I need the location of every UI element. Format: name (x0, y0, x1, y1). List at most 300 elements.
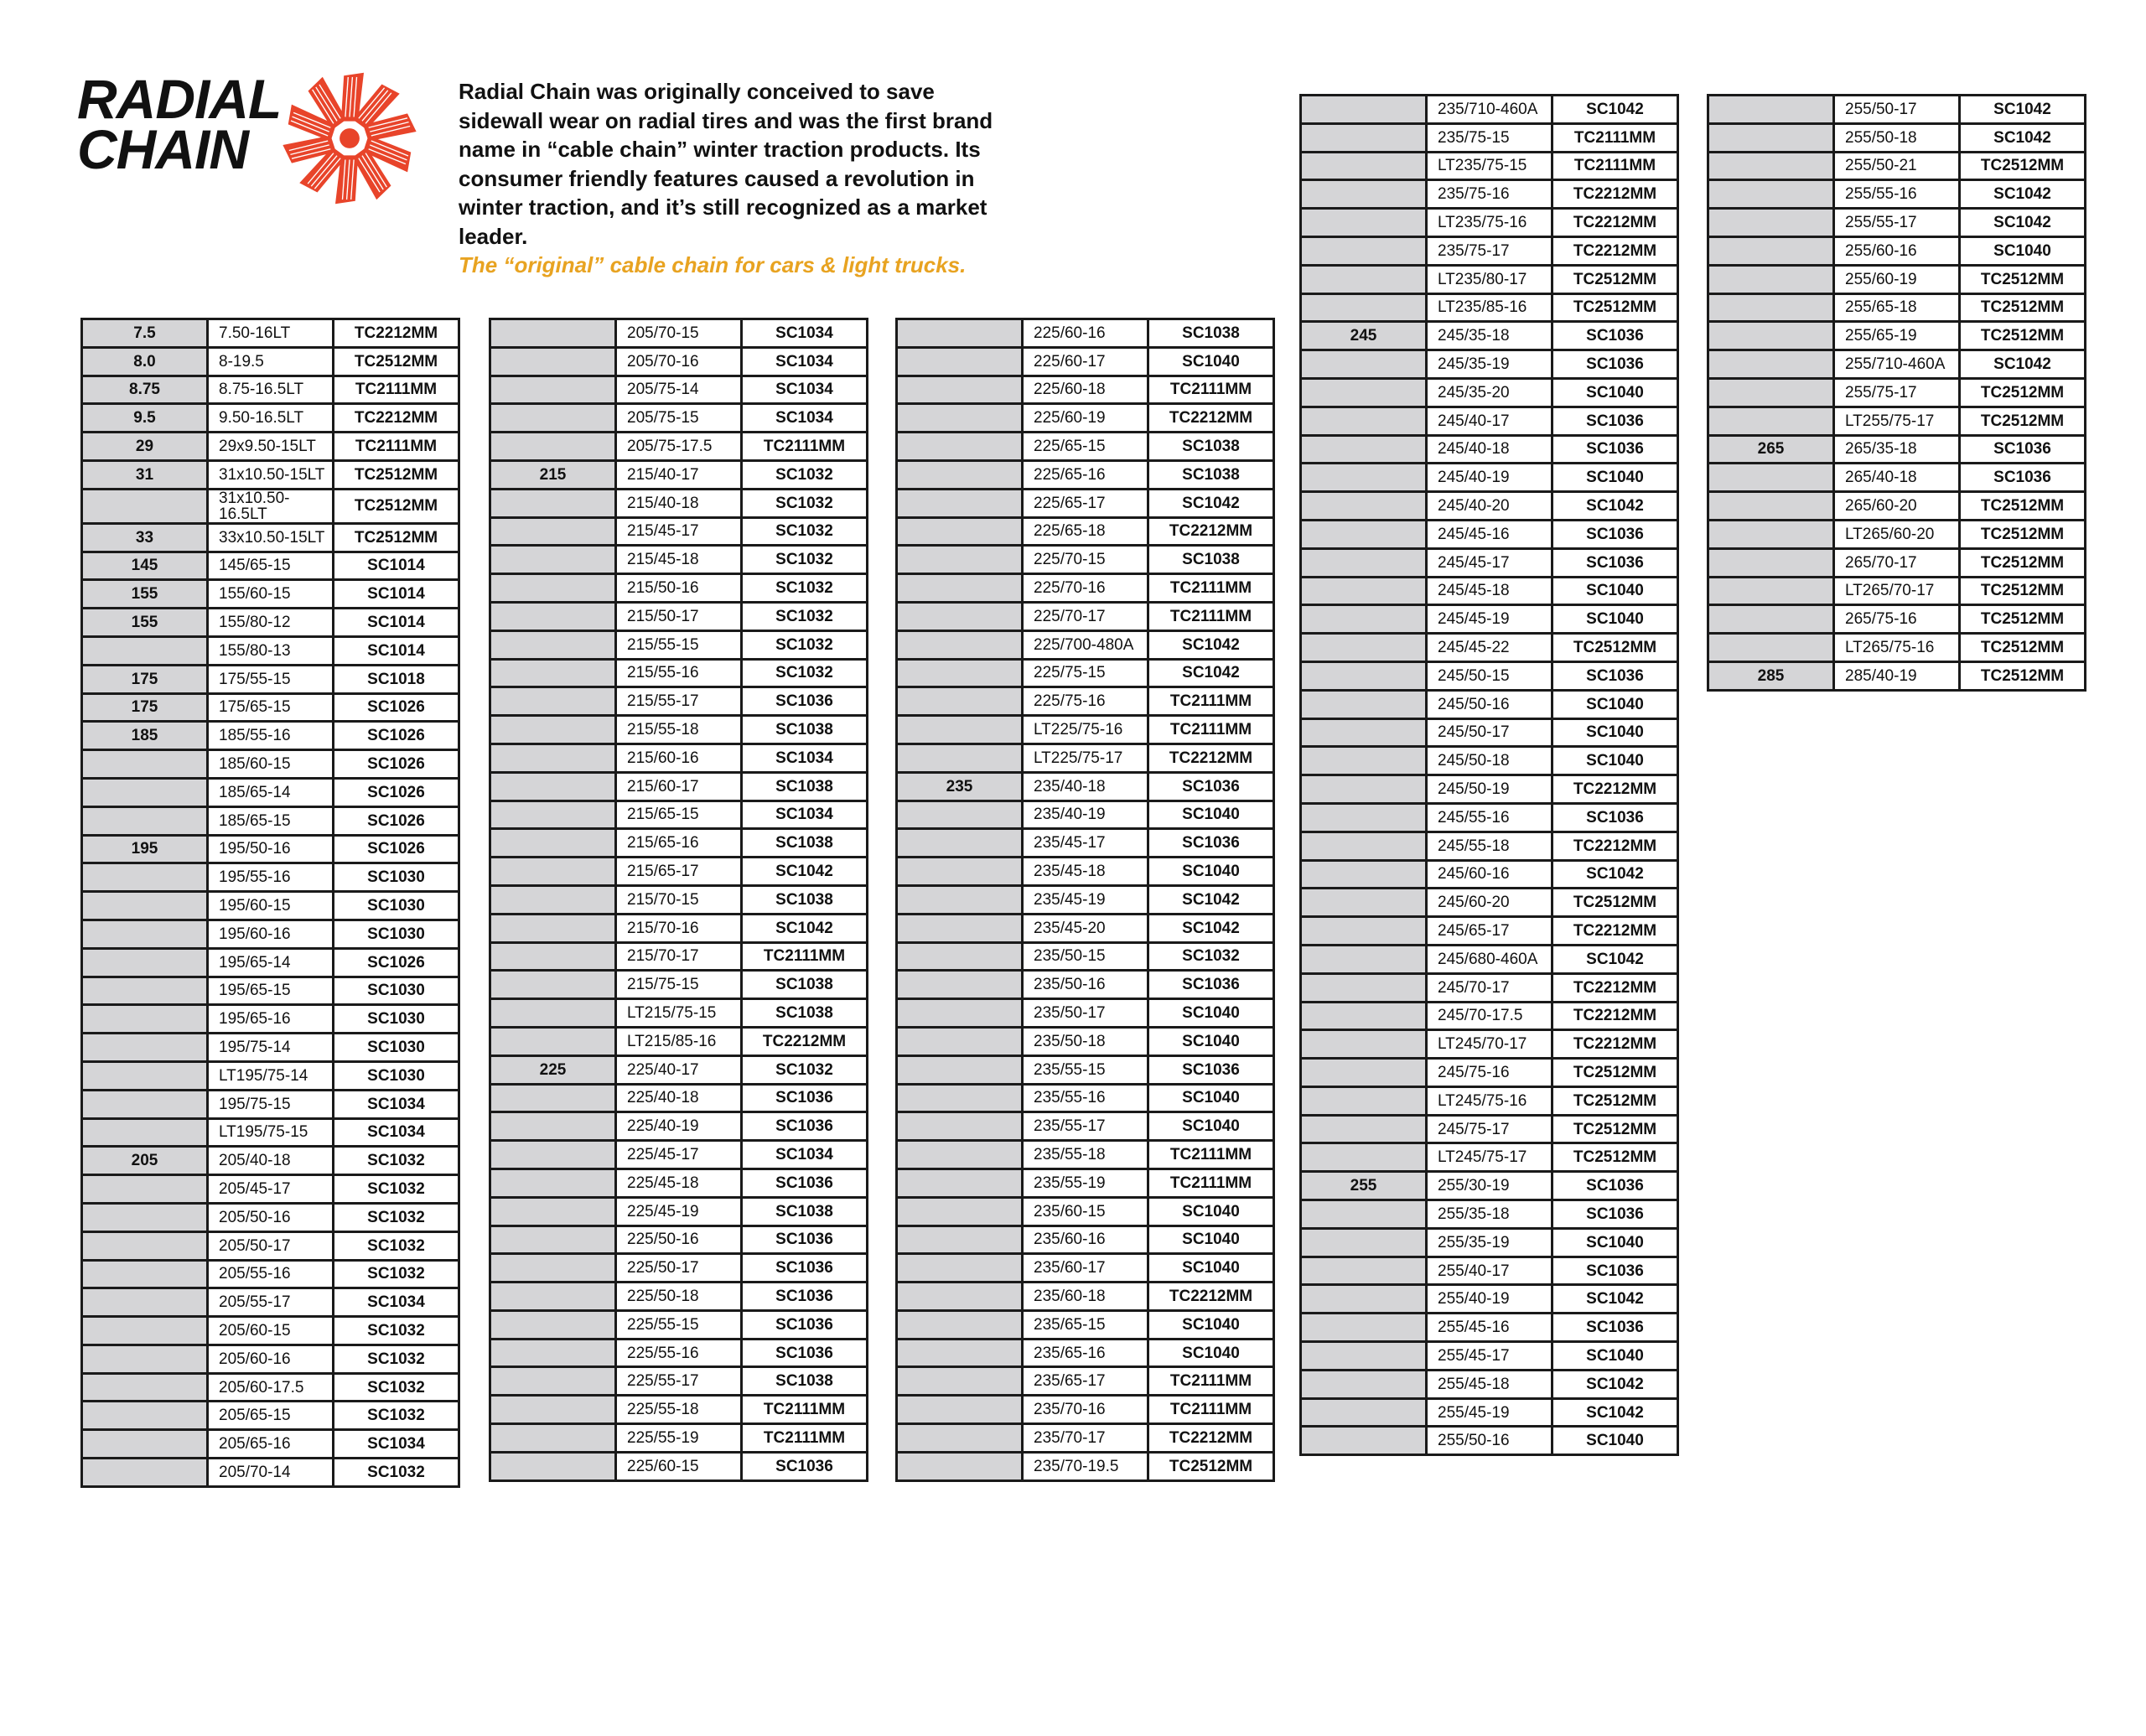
width-group-cell (82, 863, 208, 892)
width-group-cell (82, 636, 208, 665)
table-row (1301, 464, 1678, 492)
table-row (490, 942, 868, 971)
tire-size-cell: LT265/70-17 (1834, 577, 1960, 605)
chain-part-cell: TC2111MM (742, 433, 868, 461)
width-group-cell (490, 630, 616, 659)
width-group-cell (490, 1141, 616, 1169)
chain-part-cell: SC1018 (334, 665, 459, 693)
width-group-cell (1301, 520, 1427, 548)
chain-part-cell: SC1040 (1552, 718, 1678, 747)
width-group-cell (1301, 860, 1427, 889)
tire-size-cell: 255/45-19 (1427, 1398, 1552, 1427)
table-row (897, 347, 1274, 376)
tire-size-cell: 285/40-19 (1834, 661, 1960, 690)
width-group-cell: 31 (82, 460, 208, 489)
width-group-cell (490, 546, 616, 574)
table-row (1708, 435, 2086, 464)
width-group-cell (1708, 180, 1834, 209)
chain-part-cell: TC2512MM (1960, 634, 2086, 662)
width-group-cell (1301, 973, 1427, 1002)
chain-part-cell: SC1036 (1552, 1314, 1678, 1342)
width-group-cell: 9.5 (82, 404, 208, 433)
tire-size-cell: 235/60-15 (1023, 1197, 1148, 1226)
table-row (1708, 661, 2086, 690)
width-group-cell (1301, 1228, 1427, 1257)
width-group-cell (1301, 180, 1427, 209)
width-group-cell (1301, 747, 1427, 775)
width-group-cell (1301, 1030, 1427, 1059)
tire-size-cell: 225/40-19 (616, 1112, 742, 1141)
width-group-cell: 225 (490, 1055, 616, 1084)
table-row (82, 319, 459, 348)
tire-size-cell: 255/50-18 (1834, 123, 1960, 152)
width-group-cell (897, 744, 1023, 772)
table-row (82, 523, 459, 552)
tire-size-cell: LT255/75-17 (1834, 407, 1960, 435)
chain-part-cell: SC1032 (334, 1345, 459, 1373)
chain-part-cell: TC2512MM (1552, 1143, 1678, 1172)
chain-part-cell: SC1032 (334, 1231, 459, 1260)
chain-part-cell: SC1038 (742, 1367, 868, 1396)
table-row (490, 1112, 868, 1141)
chain-part-cell: SC1040 (1148, 1084, 1274, 1112)
chain-part-cell: SC1038 (1148, 433, 1274, 461)
chain-part-cell: TC2512MM (1960, 378, 2086, 407)
tire-size-cell: 225/60-18 (1023, 376, 1148, 404)
table-row (1301, 96, 1678, 124)
table-row (897, 1424, 1274, 1453)
width-group-cell (897, 971, 1023, 999)
width-group-cell (897, 659, 1023, 687)
tire-size-cell: 215/60-17 (616, 772, 742, 801)
width-group-cell (897, 1283, 1023, 1311)
width-group-cell (490, 801, 616, 829)
tire-size-cell: 225/75-15 (1023, 659, 1148, 687)
chain-part-cell: SC1036 (1552, 548, 1678, 577)
width-group-cell (1708, 123, 1834, 152)
chain-part-cell: TC2512MM (1960, 265, 2086, 293)
chain-part-cell: SC1030 (334, 977, 459, 1005)
tire-size-cell: 215/65-15 (616, 801, 742, 829)
chain-part-cell: SC1026 (334, 778, 459, 806)
table-row (490, 659, 868, 687)
table-row (1708, 236, 2086, 265)
width-group-cell (82, 1260, 208, 1288)
width-group-cell (490, 404, 616, 433)
table-row (1708, 152, 2086, 180)
width-group-cell (1301, 96, 1427, 124)
tire-size-cell: 245/65-17 (1427, 917, 1552, 946)
width-group-cell (897, 460, 1023, 489)
table-row (897, 1112, 1274, 1141)
table-row (490, 319, 868, 348)
tire-size-cell: LT215/85-16 (616, 1027, 742, 1055)
width-group-cell: 175 (82, 693, 208, 722)
tire-size-cell: 245/40-17 (1427, 407, 1552, 435)
chain-part-cell: TC2512MM (1960, 577, 2086, 605)
width-group-cell: 155 (82, 609, 208, 637)
tire-size-cell: LT195/75-15 (208, 1118, 334, 1147)
chain-part-cell: TC2512MM (1960, 661, 2086, 690)
chain-part-cell: SC1040 (1148, 1112, 1274, 1141)
width-group-cell (897, 716, 1023, 744)
chain-part-cell: SC1014 (334, 636, 459, 665)
width-group-cell (1301, 1342, 1427, 1371)
tire-size-cell: 255/75-17 (1834, 378, 1960, 407)
tire-size-cell: 255/55-17 (1834, 209, 1960, 237)
tire-size-cell: 255/45-18 (1427, 1370, 1552, 1398)
chain-part-cell: SC1032 (742, 546, 868, 574)
table-row (490, 376, 868, 404)
width-group-cell: 8.75 (82, 376, 208, 404)
table-row (897, 1396, 1274, 1424)
tire-size-cell: 225/55-19 (616, 1424, 742, 1453)
table-row (490, 460, 868, 489)
chain-part-cell: SC1034 (334, 1288, 459, 1317)
chain-part-cell: SC1040 (1552, 464, 1678, 492)
chain-part-cell: SC1032 (334, 1402, 459, 1430)
table-row (1708, 265, 2086, 293)
chain-part-cell: SC1026 (334, 806, 459, 835)
tire-size-cell: 245/680-460A (1427, 945, 1552, 973)
table-row (490, 1283, 868, 1311)
tire-size-cell: 235/75-17 (1427, 236, 1552, 265)
chain-part-cell: SC1034 (334, 1430, 459, 1459)
table-row (490, 829, 868, 858)
table-row (897, 376, 1274, 404)
width-group-cell (1301, 492, 1427, 521)
width-group-cell (1301, 350, 1427, 379)
chain-part-cell: TC2212MM (334, 319, 459, 348)
tire-size-cell: 245/60-16 (1427, 860, 1552, 889)
table-row (1301, 690, 1678, 718)
table-row (82, 609, 459, 637)
chain-part-cell: SC1040 (1552, 1342, 1678, 1371)
table-row (490, 1197, 868, 1226)
table-row (82, 977, 459, 1005)
chain-part-cell: SC1036 (742, 1452, 868, 1480)
width-group-cell: 255 (1301, 1172, 1427, 1200)
chain-part-cell: SC1036 (1148, 971, 1274, 999)
table-row (897, 772, 1274, 801)
table-row (82, 1147, 459, 1175)
tire-size-cell: 215/60-16 (616, 744, 742, 772)
tire-size-cell: 195/60-15 (208, 892, 334, 920)
table-row (897, 630, 1274, 659)
table-row (490, 999, 868, 1028)
table-row (82, 722, 459, 750)
tire-size-cell: LT195/75-14 (208, 1061, 334, 1090)
chain-part-cell: SC1036 (1552, 322, 1678, 350)
width-group-cell (490, 376, 616, 404)
width-group-cell (82, 750, 208, 779)
tire-size-cell: 255/35-18 (1427, 1200, 1552, 1229)
chain-part-cell: TC2111MM (1148, 376, 1274, 404)
table-row (490, 1310, 868, 1339)
table-row (490, 1055, 868, 1084)
size-table-4 (1299, 94, 1679, 1456)
tire-size-cell: 265/35-18 (1834, 435, 1960, 464)
table-row (1301, 1172, 1678, 1200)
width-group-cell (82, 977, 208, 1005)
width-group-cell (1708, 407, 1834, 435)
width-group-cell (490, 744, 616, 772)
chain-part-cell: SC1042 (1552, 945, 1678, 973)
width-group-cell (82, 1459, 208, 1487)
width-group-cell (82, 892, 208, 920)
tire-size-cell: 195/75-15 (208, 1090, 334, 1118)
width-group-cell: 145 (82, 552, 208, 580)
width-group-cell (82, 1090, 208, 1118)
table-row (1301, 350, 1678, 379)
table-row (1301, 1002, 1678, 1030)
width-group-cell (1301, 661, 1427, 690)
tire-size-cell: 195/65-15 (208, 977, 334, 1005)
tire-size-cell: 215/65-17 (616, 858, 742, 886)
chain-part-cell: SC1032 (334, 1203, 459, 1231)
table-row (1301, 577, 1678, 605)
tire-size-cell: 215/50-16 (616, 574, 742, 603)
width-group-cell (490, 716, 616, 744)
tire-size-cell: 205/65-15 (208, 1402, 334, 1430)
table-row (897, 602, 1274, 630)
table-row (82, 460, 459, 489)
table-row (1301, 1059, 1678, 1087)
width-group-cell (490, 574, 616, 603)
chain-part-cell: TC2512MM (1552, 1059, 1678, 1087)
width-group-cell (82, 806, 208, 835)
table-row (82, 376, 459, 404)
width-group-cell (897, 1027, 1023, 1055)
width-group-cell (82, 1118, 208, 1147)
tire-size-cell: 245/50-18 (1427, 747, 1552, 775)
tire-size-cell: 205/40-18 (208, 1147, 334, 1175)
tire-size-cell: 215/55-15 (616, 630, 742, 659)
size-table-1 (80, 318, 460, 1488)
width-group-cell: 175 (82, 665, 208, 693)
table-row (1301, 803, 1678, 832)
tire-size-cell: 255/710-460A (1834, 350, 1960, 379)
chain-part-cell: SC1038 (742, 716, 868, 744)
chain-part-cell: SC1032 (334, 1459, 459, 1487)
chain-part-cell: SC1042 (742, 914, 868, 942)
table-row (1708, 322, 2086, 350)
chain-part-cell: SC1034 (742, 404, 868, 433)
chain-part-cell: SC1042 (1552, 1285, 1678, 1314)
table-row (490, 744, 868, 772)
width-group-cell (1301, 293, 1427, 322)
table-row (1301, 747, 1678, 775)
width-group-cell (490, 347, 616, 376)
width-group-cell (897, 1310, 1023, 1339)
table-row (897, 744, 1274, 772)
table-row (897, 716, 1274, 744)
width-group-cell (1301, 775, 1427, 804)
tire-size-cell: 235/50-17 (1023, 999, 1148, 1028)
tire-size-cell: 255/30-19 (1427, 1172, 1552, 1200)
chain-part-cell: SC1014 (334, 609, 459, 637)
width-group-cell (897, 1424, 1023, 1453)
table-row (897, 574, 1274, 603)
chain-part-cell: TC2512MM (334, 489, 459, 523)
chain-part-cell: SC1042 (1148, 659, 1274, 687)
width-group-cell (1708, 492, 1834, 521)
chain-part-cell: TC2212MM (1552, 180, 1678, 209)
width-group-cell (897, 829, 1023, 858)
chain-part-cell: SC1036 (1552, 1172, 1678, 1200)
tire-size-cell: 225/70-17 (1023, 602, 1148, 630)
table-row (490, 687, 868, 716)
tire-size-cell: 255/50-16 (1427, 1427, 1552, 1455)
tire-size-cell: 215/65-16 (616, 829, 742, 858)
chain-part-cell: SC1042 (1552, 96, 1678, 124)
tire-size-cell: 235/65-15 (1023, 1310, 1148, 1339)
chain-part-cell: TC2111MM (1148, 1367, 1274, 1396)
logo-line-1: RADIAL (77, 68, 282, 130)
tire-size-cell: 205/55-16 (208, 1260, 334, 1288)
table-row (897, 914, 1274, 942)
table-row (897, 885, 1274, 914)
tire-size-cell: 255/45-17 (1427, 1342, 1552, 1371)
tire-size-cell: 225/70-15 (1023, 546, 1148, 574)
logo-wordmark (77, 68, 282, 180)
tire-size-cell: 7.50-16LT (208, 319, 334, 348)
width-group-cell (490, 1226, 616, 1254)
chain-part-cell: SC1036 (1552, 1257, 1678, 1285)
chain-part-cell: SC1042 (1960, 123, 2086, 152)
width-group-cell (1301, 690, 1427, 718)
tire-size-cell: LT235/80-17 (1427, 265, 1552, 293)
chain-part-cell: TC2512MM (1960, 407, 2086, 435)
table-row (82, 1430, 459, 1459)
chain-part-cell: SC1038 (742, 999, 868, 1028)
table-row (490, 1339, 868, 1367)
tire-size-cell: 225/700-480A (1023, 630, 1148, 659)
width-group-cell (490, 1112, 616, 1141)
chain-part-cell: SC1040 (1148, 1197, 1274, 1226)
width-group-cell (82, 1005, 208, 1034)
width-group-cell (897, 1055, 1023, 1084)
tire-size-cell: 245/55-16 (1427, 803, 1552, 832)
intro-block (459, 77, 995, 280)
chain-part-cell: TC2212MM (1552, 209, 1678, 237)
tire-size-cell: 255/50-21 (1834, 152, 1960, 180)
table-row (82, 778, 459, 806)
tire-size-cell: 225/50-17 (616, 1254, 742, 1283)
tire-size-cell: 225/65-16 (1023, 460, 1148, 489)
chain-part-cell: SC1030 (334, 1005, 459, 1034)
width-group-cell (82, 1288, 208, 1317)
chain-part-cell: SC1026 (334, 750, 459, 779)
chain-part-cell: SC1040 (1552, 747, 1678, 775)
chain-part-cell: SC1026 (334, 948, 459, 977)
table-row (1301, 634, 1678, 662)
tire-size-cell: 215/70-15 (616, 885, 742, 914)
table-row (897, 517, 1274, 546)
chain-part-cell: SC1026 (334, 722, 459, 750)
tire-size-cell: 225/45-19 (616, 1197, 742, 1226)
width-group-cell (1301, 209, 1427, 237)
width-group-cell (1708, 152, 1834, 180)
table-row (490, 1367, 868, 1396)
tire-size-cell: 185/55-16 (208, 722, 334, 750)
width-group-cell (1708, 520, 1834, 548)
width-group-cell: 245 (1301, 322, 1427, 350)
tire-size-cell: 205/60-17.5 (208, 1373, 334, 1402)
tire-size-cell: 215/50-17 (616, 602, 742, 630)
tire-size-cell: 205/70-16 (616, 347, 742, 376)
table-row (897, 971, 1274, 999)
chain-part-cell: SC1032 (742, 460, 868, 489)
width-group-cell (490, 1027, 616, 1055)
width-group-cell (1301, 803, 1427, 832)
table-row (897, 829, 1274, 858)
table-row (490, 630, 868, 659)
tire-size-cell: 8.75-16.5LT (208, 376, 334, 404)
tire-size-cell: 215/75-15 (616, 971, 742, 999)
tire-size-cell: 155/80-12 (208, 609, 334, 637)
table-row (82, 347, 459, 376)
width-group-cell (897, 489, 1023, 517)
table-row (82, 1034, 459, 1062)
table-row (82, 892, 459, 920)
chain-part-cell: SC1030 (334, 1061, 459, 1090)
table-row (490, 489, 868, 517)
tire-size-cell: 235/710-460A (1427, 96, 1552, 124)
width-group-cell (1301, 1314, 1427, 1342)
chain-star-icon (278, 67, 421, 210)
table-row (1301, 973, 1678, 1002)
table-row (897, 1310, 1274, 1339)
tire-size-cell: 205/70-15 (616, 319, 742, 348)
table-row (82, 404, 459, 433)
tire-size-cell: 195/65-16 (208, 1005, 334, 1034)
width-group-cell (490, 999, 616, 1028)
tire-size-cell: 245/70-17.5 (1427, 1002, 1552, 1030)
tire-size-cell: 145/65-15 (208, 552, 334, 580)
size-table-3 (895, 318, 1275, 1482)
width-group-cell (490, 885, 616, 914)
table-row (1301, 1143, 1678, 1172)
width-group-cell (1301, 1257, 1427, 1285)
width-group-cell (490, 1283, 616, 1311)
width-group-cell (82, 1175, 208, 1204)
tire-size-cell: 205/75-17.5 (616, 433, 742, 461)
table-row (1708, 520, 2086, 548)
width-group-cell (490, 1424, 616, 1453)
tire-size-cell: 195/60-16 (208, 920, 334, 948)
width-group-cell (1301, 152, 1427, 180)
chain-part-cell: SC1036 (1552, 435, 1678, 464)
width-group-cell (1708, 209, 1834, 237)
width-group-cell (82, 1231, 208, 1260)
chain-part-cell: TC2512MM (334, 347, 459, 376)
tire-size-cell: 245/50-16 (1427, 690, 1552, 718)
chain-part-cell: TC2512MM (1552, 265, 1678, 293)
tire-size-cell: 255/40-19 (1427, 1285, 1552, 1314)
width-group-cell (1708, 605, 1834, 634)
chain-part-cell: TC2212MM (1148, 404, 1274, 433)
width-group-cell: 265 (1708, 435, 1834, 464)
tire-size-cell: 215/70-16 (616, 914, 742, 942)
table-row (897, 1339, 1274, 1367)
table-row (1301, 718, 1678, 747)
chain-part-cell: SC1014 (334, 580, 459, 609)
table-row (1708, 577, 2086, 605)
table-row (1301, 435, 1678, 464)
width-group-cell (1708, 464, 1834, 492)
table-row (897, 999, 1274, 1028)
